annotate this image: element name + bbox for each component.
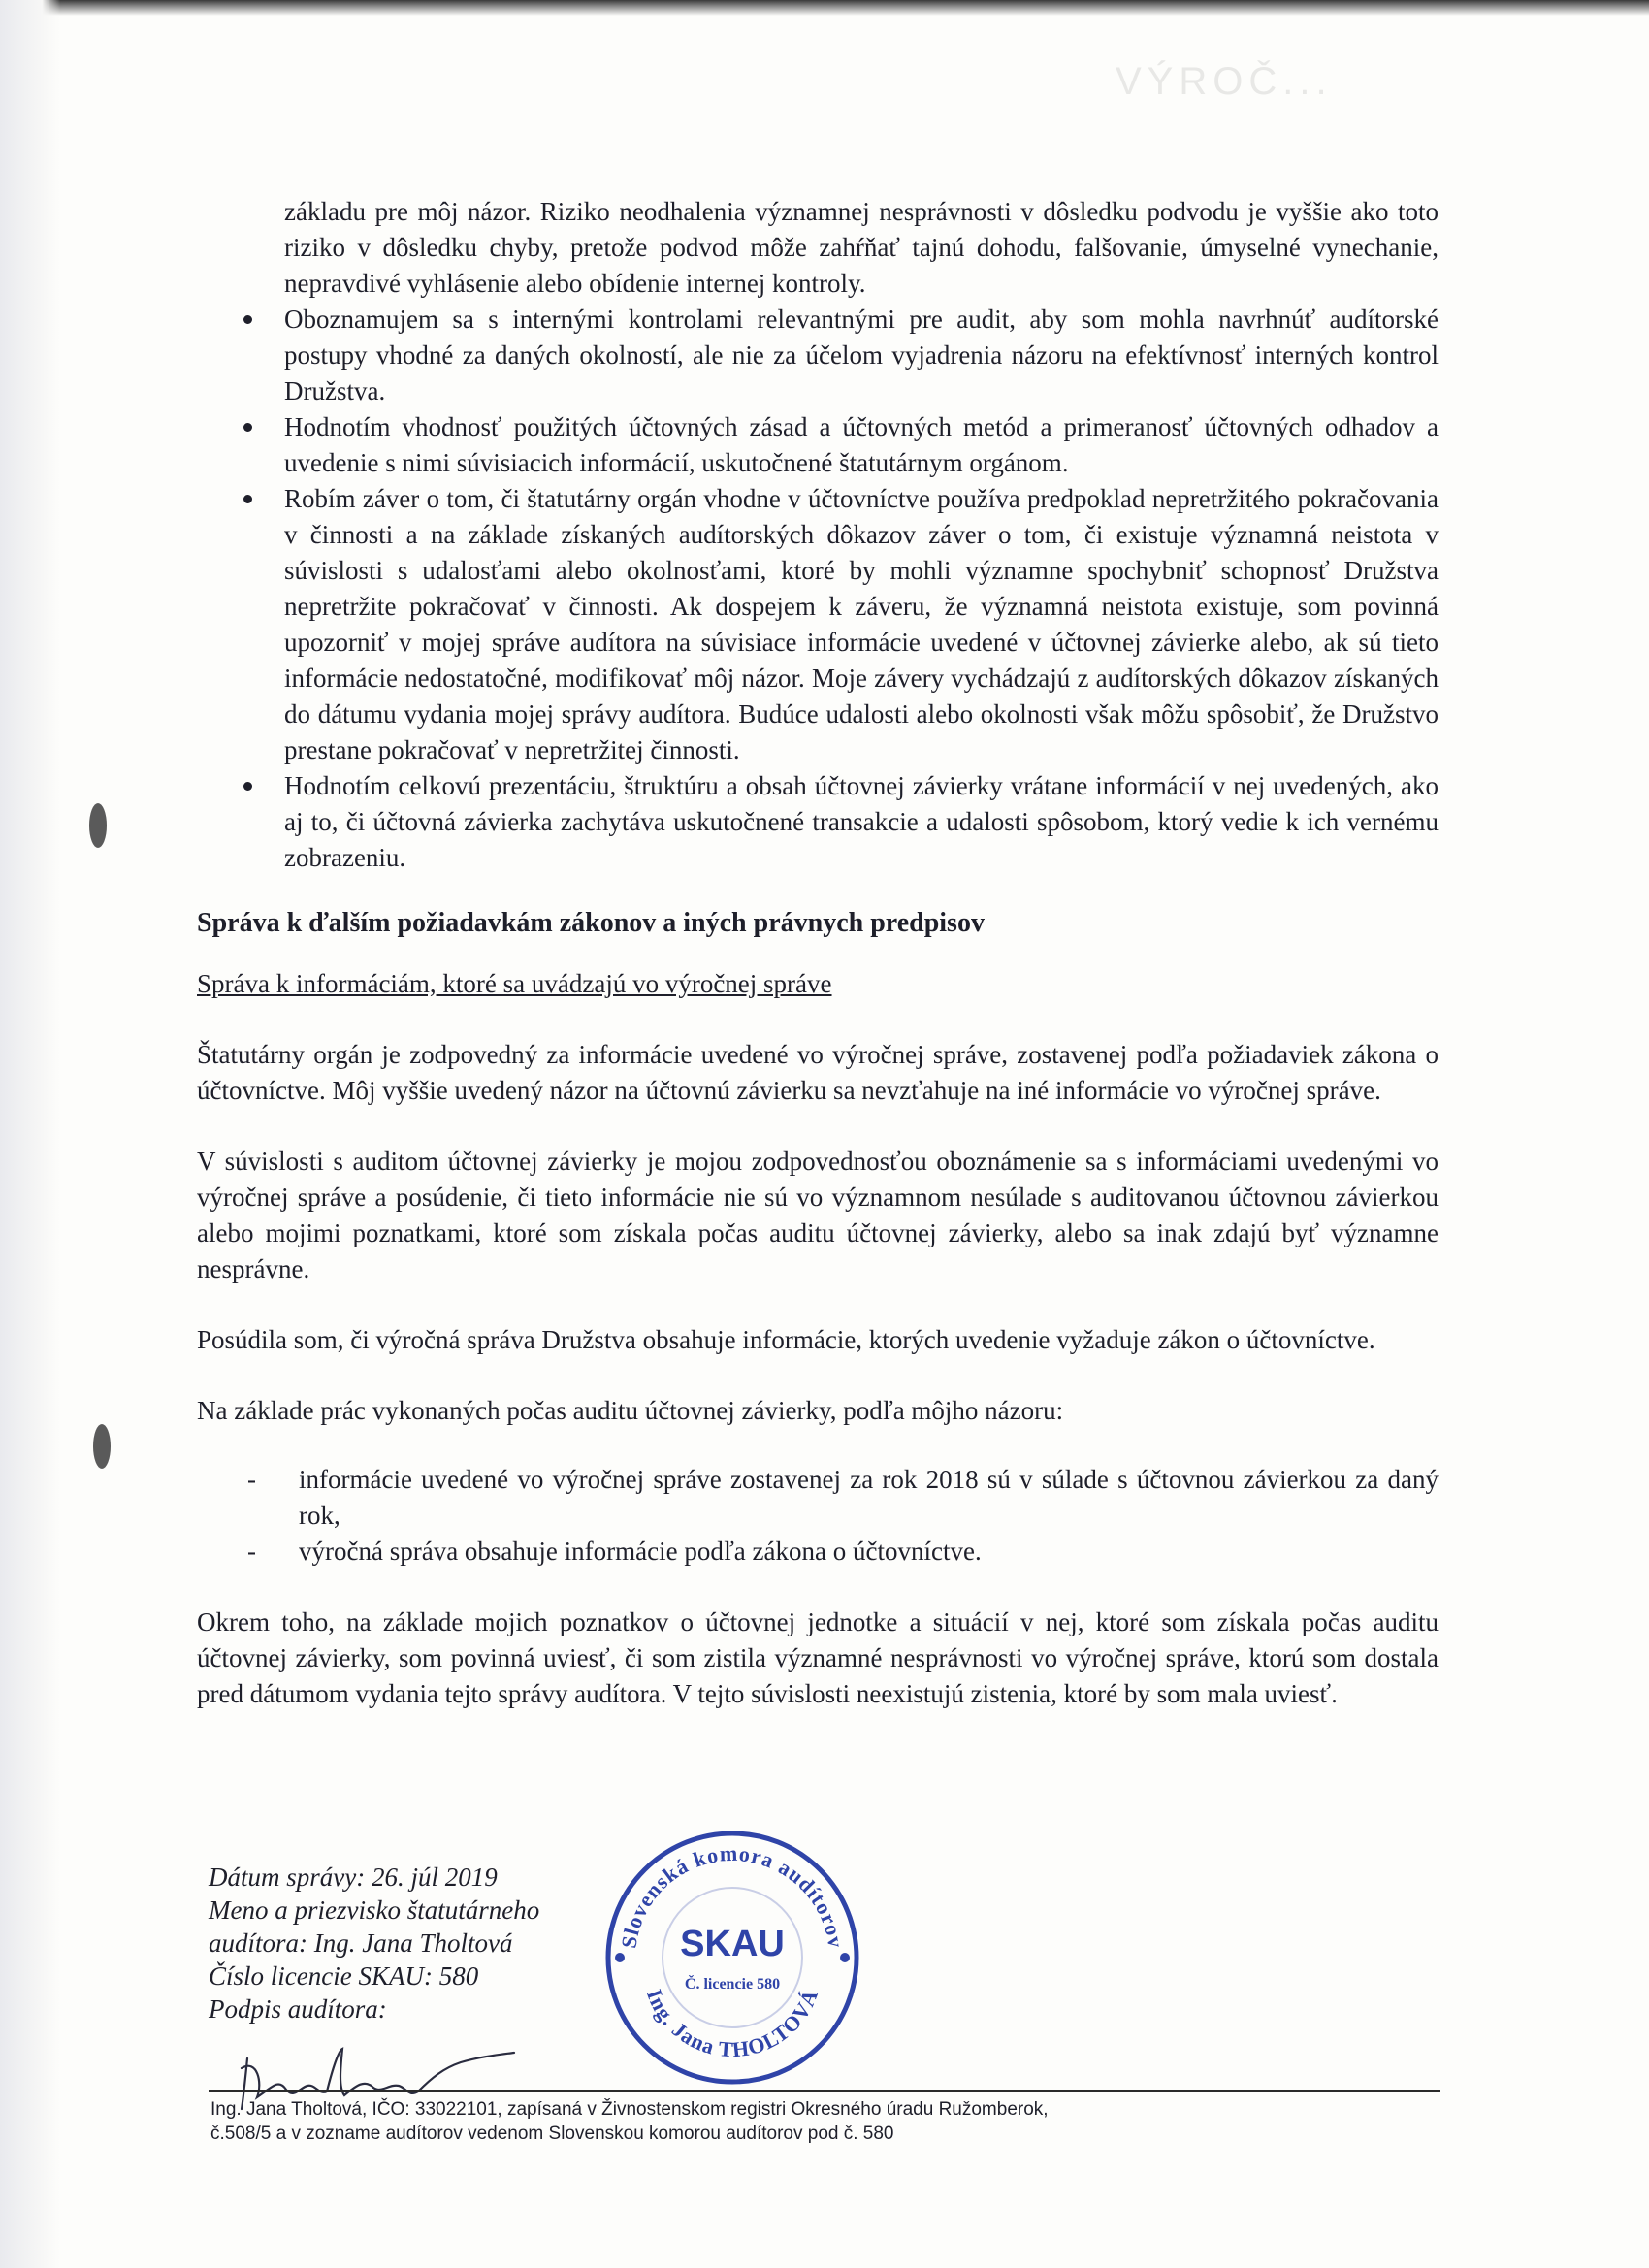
document-body <box>197 194 1439 1712</box>
stamp-arc-bottom: Ing. Jana THOLTOVÁ <box>641 1985 824 2062</box>
list-item-text: Hodnotím vhodnosť použitých účtovných zásad a účtovných metód a primeranosť účtovných odhadov a uvedenie s nimi súvisiacich informácií, uskutočnené štatutárnym orgánom. <box>284 412 1439 477</box>
section-heading: Správa k ďalším požiadavkám zákonov a iných právnych predpisov <box>197 908 985 938</box>
intro-paragraph: základu pre môj názor. Riziko neodhalenia významnej nesprávnosti v dôsledku podvodu je vyššie ako toto riziko v dôsledku chyby, pretože podvod môže zahŕňať tajnú dohodu, falšovanie, úmyselné vynechanie, nepravdivé vyhlásenie alebo obídenie internej kontroly. <box>284 197 1439 298</box>
footer-line-2: č.508/5 a v zozname audítorov vedenom Slovenskou komorou audítorov pod č. 580 <box>210 2123 894 2144</box>
bullet-icon <box>243 495 252 503</box>
list-item <box>197 1462 1439 1534</box>
auditor-stamp <box>597 1822 868 2093</box>
auditor-name: audítora: Ing. Jana Tholtová <box>209 1928 513 1958</box>
bleed-through-text: VÝROČ... <box>1116 60 1333 103</box>
footer <box>210 2097 1452 2146</box>
list-item-text: Oboznamujem sa s internými kontrolami relevantnými pre audit, aby som mohla navrhnúť audítorské postupy vhodné za daných okolností, ale nie za účelom vyjadrenia názoru na efektívnosť interných kontrol Družstva. <box>284 305 1439 405</box>
list-item <box>197 768 1439 876</box>
stamp-license: Č. licencie 580 <box>684 1976 781 1993</box>
list-item-text: informácie uvedené vo výročnej správe zostavenej za rok 2018 sú v súlade s účtovnou závierkou za daný rok, <box>299 1465 1439 1530</box>
bullet-icon <box>243 782 252 791</box>
punch-hole-top <box>89 803 107 848</box>
paragraph-responsibility: Štatutárny orgán je zodpovedný za informácie uvedené vo výročnej správe, zostavenej podľa požiadaviek zákona o účtovníctve. Môj vyššie uvedený názor na účtovnú závierku sa nevzťahuje na iné informácie vo výročnej správe. <box>197 1040 1439 1105</box>
signature-label: Podpis audítora: <box>209 1994 387 2024</box>
opinion-list <box>197 1462 1439 1570</box>
signature-block <box>209 1861 616 2025</box>
paragraph-auditor-duty: V súvislosti s auditom účtovnej závierky je mojou zodpovednosťou oboznámenie sa s informáciami uvedenými vo výročnej správe a posúdenie, či tieto informácie nie sú vo významnom nesúlade s auditovanou účtovnou závierkou alebo mojimi poznatkami, ktoré som získala počas auditu účtovnej závierky, alebo sa inak zdajú byť významne nesprávne. <box>197 1147 1439 1283</box>
closing-paragraph: Okrem toho, na základe mojich poznatkov o účtovnej jednotke a situácií v nej, ktoré som získala počas auditu účtovnej závierky, som povinná uviesť, či som zistila významné nesprávnosti vo výročnej správe, ktorú som dostala pred dátumom vydania tejto správy audítora. V tejto súvislosti neexistujú zistenia, ktoré by som mala uviesť. <box>197 1607 1439 1708</box>
scan-top-shadow <box>0 0 1649 16</box>
dash-marker: - <box>247 1465 256 1494</box>
audit-procedures-list <box>197 302 1439 876</box>
stamp-abbreviation: SKAU <box>680 1924 785 1964</box>
list-item <box>197 1534 1439 1570</box>
footer-line-1: Ing. Jana Tholtová, IČO: 33022101, zapísaná v Živnostenskom registri Okresného úradu Ružomberok, <box>210 2099 1049 2120</box>
stamp-arc-top: Slovenská komora audítorov <box>616 1840 849 1950</box>
list-item-text: Robím záver o tom, či štatutárny orgán vhodne v účtovníctve používa predpoklad nepretržitého pokračovania v činnosti a na základe získaných audítorských dôkazov záver o tom, či existuje významná neistota v súvislosti s udalosťami alebo okolnosťami, ktoré by mohli významne spochybniť schopnosť Družstva nepretržite pokračovať v činnosti. Ak dospejem k záveru, že významná neistota existuje, som povinná upozorniť v mojej správe audítora na súvisiace informácie uvedené v účtovnej závierke alebo, ak sú tieto informácie nedostatočné, modifikovať môj názor. Moje závery vychádzajú z audítorských dôkazov získaných do dátumu vydania mojej správy audítora. Budúce udalosti alebo okolnosti však môžu spôsobiť, že Družstvo prestane pokračovať v nepretržitej činnosti. <box>284 484 1439 764</box>
list-item-text: Hodnotím celkovú prezentáciu, štruktúru a obsah účtovnej závierky vrátane informácií v nej uvedených, ako aj to, či účtovná závierka zachytáva uskutočnené transakcie a udalosti spôsobom, ktorý vedie k ich vernému zobrazeniu. <box>284 771 1439 872</box>
svg-text:Ing. Jana THOLTOVÁ <box>642 1986 823 2062</box>
list-item <box>197 302 1439 409</box>
list-item <box>197 481 1439 768</box>
list-item-text: výročná správa obsahuje informácie podľa zákona o účtovníctve. <box>299 1537 982 1566</box>
dash-marker: - <box>247 1537 256 1566</box>
auditor-name-label: Meno a priezvisko štatutárneho <box>209 1895 540 1925</box>
paragraph-opinion-intro: Na základe prác vykonaných počas auditu účtovnej závierky, podľa môjho názoru: <box>197 1396 1064 1425</box>
punch-hole-bottom <box>93 1424 111 1469</box>
bullet-icon <box>243 315 252 324</box>
scan-left-edge <box>0 0 60 2268</box>
paragraph-assessment: Posúdila som, či výročná správa Družstva obsahuje informácie, ktorých uvedenie vyžaduje zákon o účtovníctve. <box>197 1325 1375 1354</box>
list-item <box>197 409 1439 481</box>
report-date: Dátum správy: 26. júl 2019 <box>209 1863 498 1892</box>
section-subheading: Správa k informáciám, ktoré sa uvádzajú vo výročnej správe <box>197 969 832 998</box>
footer-divider <box>209 2090 1440 2092</box>
license-number: Číslo licencie SKAU: 580 <box>209 1961 479 1991</box>
bullet-icon <box>243 423 252 432</box>
